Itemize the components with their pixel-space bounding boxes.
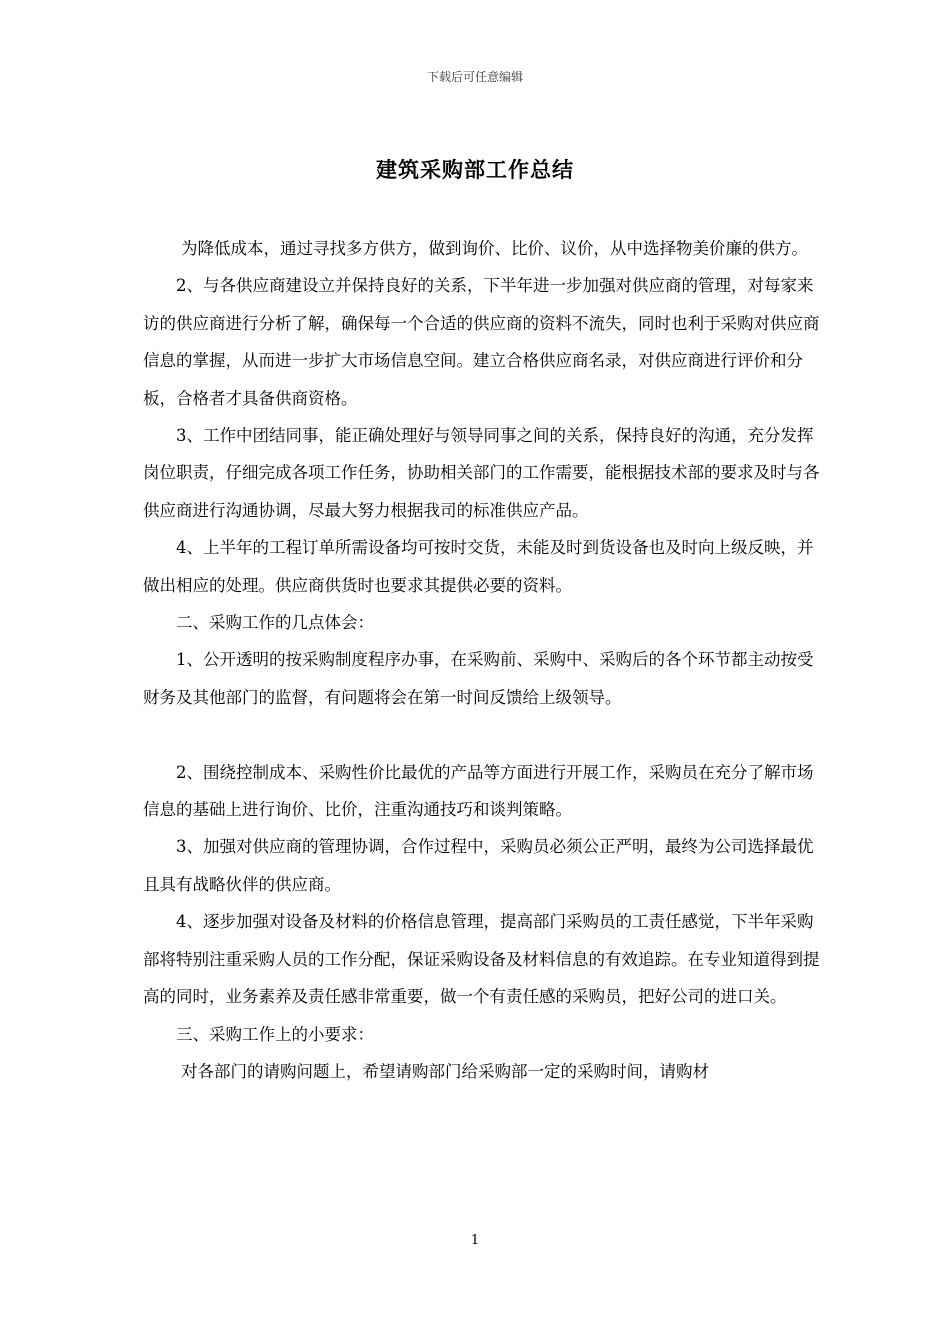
- page-number: 1: [470, 1233, 480, 1248]
- paragraph: 1、公开透明的按采购制度程序办事，在采购前、采购中、采购后的各个环节都主动按受财务及其他部门的监督，有问题将会在第一时间反馈给上级领导。: [143, 650, 814, 707]
- paragraph: 4、逐步加强对设备及材料的价格信息管理，提高部门采购员的工责任感觉，下半年采购部将特别注重采购人员的工作分配，保证采购设备及材料信息的有效追踪。在专业知道得到提高的同时，业务素养及责任感非常重要，做一个有责任感的采购员，把好公司的进口关。: [143, 912, 820, 1007]
- section-heading: 二、采购工作的几点体会：: [176, 613, 374, 633]
- paragraph: 3、工作中团结同事，能正确处理好与领导同事之间的关系，保持良好的沟通，充分发挥岗位职责，仔细完成各项工作任务，协助相关部门的工作需要，能根据技术部的要求及时与各供应商进行沟通协调，尽最大努力根据我司的标准供应产品。: [143, 426, 820, 520]
- paragraph: 4、上半年的工程订单所需设备均可按时交货，未能及时到货设备也及时向上级反映，并做出相应的处理。供应商供货时也要求其提供必要的资料。: [143, 538, 814, 595]
- paragraph: 2、围绕控制成本、采购性价比最优的产品等方面进行开展工作，采购员在充分了解市场信息的基础上进行询价、比价，注重沟通技巧和谈判策略。: [143, 762, 814, 820]
- document-title: 建筑采购部工作总结: [376, 157, 574, 182]
- paragraph: 对各部门的请购问题上，希望请购部门给采购部一定的采购时间，请购材: [180, 1061, 709, 1081]
- document-body: [143, 230, 823, 1090]
- page-header: 下载后可任意编辑: [426, 70, 523, 84]
- paragraph: 3、加强对供应商的管理协调，合作过程中，采购员必须公正严明，最终为公司选择最优且具有战略伙伴的供应商。: [143, 837, 814, 894]
- section-heading: 三、采购工作上的小要求：: [176, 1024, 374, 1044]
- paragraph: 2、与各供应商建设立并保持良好的关系，下半年进一步加强对供应商的管理，对每家来访的供应商进行分析了解，确保每一个合适的供应商的资料不流失，同时也利于采购对供应商信息的掌握，从而进一步扩大市场信息空间。建立合格供应商名录，对供应商进行评价和分板，合格者才具备供商资格。: [143, 276, 820, 408]
- paragraph-gap: [143, 716, 823, 753]
- paragraph: 为降低成本，通过寻找多方供方，做到询价、比价、议价，从中选择物美价廉的供方。: [180, 239, 808, 258]
